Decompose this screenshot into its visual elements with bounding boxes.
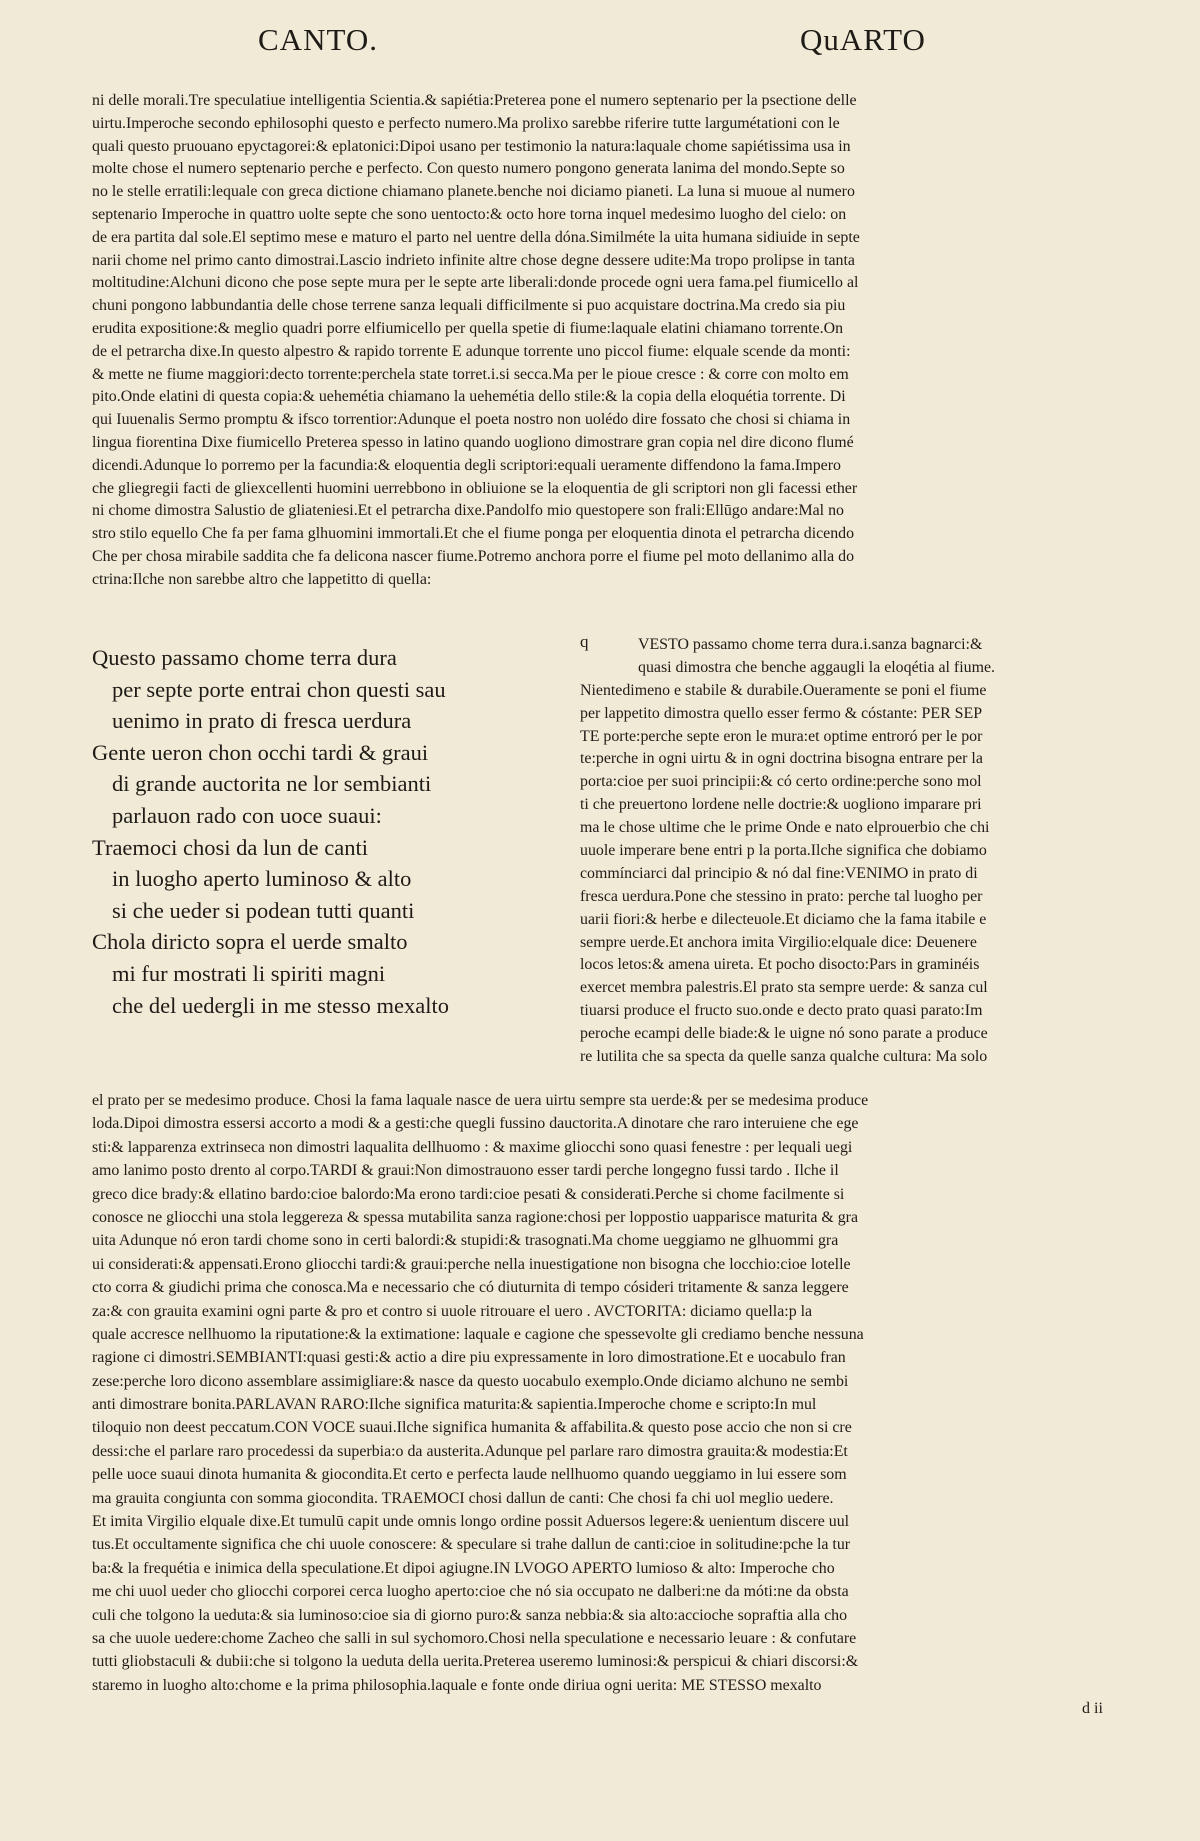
commentary-top-line: molte chose el numero septenario perche e perfecto. Con questo numero pongono generata lanima del mondo.Septe so [92, 160, 845, 178]
commentary-bottom-line: Et imita Virgilio elquale dixe.Et tumulū capit unde omnis longo ordine possit Aduersos legere:& uenientum discere uul [92, 1513, 850, 1531]
commentary-top-line: chuni pongono labbundantia delle chose terrene sanza lequali difficilmente si puo acquistare doctrina.Ma credo sia piu [92, 297, 846, 315]
commentary-bottom-line: zese:perche loro dicono assemblare assimigliare:& nasce da questo uocabulo exemplo.Onde diciamo alchuno ne sembi [92, 1372, 849, 1390]
commentary-top [92, 90, 1137, 592]
commentary-top-line: septenario Imperoche in quattro uolte septe che sono uentocto:& octo hore torna inquel medesimo luogho del cielo: on [92, 205, 847, 223]
commentary-top-line: uirtu.Imperoche secondo ephilosophi questo e perfecto numero.Ma prolixo sarebbe riferire tutte largumétationi con le [92, 114, 840, 132]
commentary-side-line: te:perche in ogni uirtu & in ogni doctrina bisogna entrare per la [580, 750, 983, 768]
commentary-bottom [92, 1089, 1152, 1697]
commentary-top-line: de era partita dal sole.El septimo mese e maturo el parto nel uentre della dóna.Similméte la uita humana sidiuide in septe [92, 228, 860, 246]
commentary-top-line: erudita expositione:& meglio quadri porre elfiumicello per quella spetie di fiume:laquale elatini chiamano torrente.On [92, 319, 844, 337]
commentary-top-line: ctrina:Ilche non sarebbe altro che lappetitto di quella: [92, 570, 432, 588]
verse-line: che del uedergli in me stesso mexalto [112, 992, 449, 1018]
verse-line: Chola diricto sopra el uerde smalto [92, 929, 408, 955]
commentary-side-line: uarii fiori:& herbe e dilecteuole.Et diciamo che la fama itabile e [580, 910, 987, 928]
commentary-top-line: pito.Onde elatini di questa copia:& uehemétia chiamano la uehemétia dello stile:& la copia della eloquétia torrente. Di [92, 388, 846, 406]
verse-line: Questo passamo chome terra dura [92, 645, 397, 670]
commentary-top-line: ni delle morali.Tre speculatiue intelligentia Scientia.& sapiétia:Preterea pone el numero septenario per la psectione delle [92, 92, 857, 109]
commentary-bottom-line: cto corra & giudichi prima che conosca.Ma e necessario che có diuturnita di tempo cósideri tritamente & sanza leggere [92, 1279, 849, 1297]
verse-block [92, 642, 532, 1021]
commentary-side-line: uuole imperare bene entri p la porta.Ilche significa che dobiamo [580, 842, 987, 860]
verse-line: Traemoci chosi da lun de canti [92, 834, 368, 860]
commentary-bottom-line: ragione ci dimostri.SEMBIANTI:quasi gesti:& actio a dire piu expressamente in loro dimostratione.Et e uocabulo fran [92, 1349, 846, 1367]
commentary-top-line: quali questo pruouano epyctagorei:& eplatonici:Dipoi usano per testimonio la natura:laquale chome sapiétissima usa in [92, 137, 851, 155]
commentary-bottom-line: culi che tolgono la ueduta:& sia luminoso:cioe sia di giorno puro:& sanza nebbia:& sia alto:accioche sopraftia alla cho [92, 1606, 848, 1624]
commentary-bottom-line: pelle uoce suaui dinota humanita & giocondita.Et certo e perfecta laude nellhuomo quando ueggiamo in lui essere som [92, 1466, 847, 1484]
commentary-top-line: ni chome dimostra Salustio de gliateniesi.Et el petrarcha dixe.Pandolfo mio questopere son frali:Ellūgo andare:Mal no [92, 502, 844, 520]
commentary-top-line: qui Iuuenalis Sermo promptu & ifsco torrentior:Adunque el poeta nostro non uolédo dire fossato che chosi si chiama in [92, 411, 851, 429]
commentary-bottom-line: uita Adunque nó eron tardi chome sono in certi balordi:& stupidi:& trasognati.Ma chome ueggiamo ne glhuommi gra [92, 1232, 839, 1250]
commentary-side-line: ti che preuertono lordene nelle doctrie:& uogliono imparare pri [580, 796, 982, 814]
commentary-top-line: che gliegregii facti de gliexcellenti huomini uerrebbono in obliuione se la eloquentia de gli scriptori non gli facessi ether [92, 479, 858, 497]
commentary-side-line: ma le chose ultime che le prime Onde e nato elprouerbio che chi [580, 819, 990, 837]
commentary-top-line: de el petrarcha dixe.In questo alpestro & rapido torrente E adunque torrente uno piccol fiume: elquale scende da monti: [92, 342, 851, 360]
running-head-left: CANTO. [258, 22, 378, 57]
commentary-side-line: quasi dimostra che benche aggaugli la eloqétia al fiume. [638, 658, 995, 676]
commentary-top-line: & mette ne fiume maggiori:decto torrente:perchela state torret.i.si secca.Ma per le pioue cresce : & corre con molto em [92, 365, 849, 383]
commentary-top-line: dicendi.Adunque lo porremo per la facundia:& eloquentia degli scriptori:equali ueramente diffendono la fama.Impero [92, 456, 841, 474]
commentary-bottom-line: greco dice brady:& ellatino bardo:cioe balordo:Ma erono tardi:cioe pesati & considerati.Perche si chome facilmente si [92, 1185, 845, 1203]
drop-cap: q [580, 632, 589, 651]
verse-line: parlauon rado con uoce suaui: [112, 802, 382, 828]
commentary-side-line: Nientedimeno e stabile & durabile.Oueramente se poni el fiume [580, 681, 987, 699]
commentary-bottom-line: sa che uuole uedere:chome Zacheo che salli in sul sychomoro.Chosi nella speculatione e necessario leuare : & confutare [92, 1629, 857, 1647]
commentary-bottom-line: staremo in luogho alto:chome e la prima philosophia.laquale e fonte onde diriua ogni uerita: ME STESSO mexalto [92, 1676, 822, 1694]
commentary-bottom-line: za:& con grauita examini ogni parte & pro et contro si uuole ritrouare el uero . AVCTORITA: diciamo quella:p la [92, 1302, 813, 1320]
commentary-bottom-line: amo lanimo posto drento al corpo.TARDI & graui:Non dimostrauono esser tardi perche longegno fussi tardo . Ilche il [92, 1162, 839, 1180]
verse-line: di grande auctorita ne lor sembianti [112, 771, 432, 797]
commentary-side-line: commínciarci dal principio & nó dal fine:VENIMO in prato di [580, 864, 978, 882]
commentary-bottom-line: ma grauita congiunta con somma giocondita. TRAEMOCI chosi dallun de canti: Che chosi fa chi uol meglio uedere. [92, 1489, 834, 1507]
commentary-bottom-line: dessi:che el parlare raro procedessi da superbia:o da austerita.Adunque pel parlare raro dimostra grauita:& modestia:Et [92, 1442, 848, 1460]
commentary-side-line: fresca uerdura.Pone che stessino in prato: perche tal luogho per [580, 887, 983, 905]
commentary-bottom-line: anti dimostrare bonita.PARLAVAN RARO:Ilche significa maturita:& sapientia.Imperoche chome e scripto:In mul [92, 1396, 817, 1414]
commentary-top-line: Che per chosa mirabile saddita che fa delicona nascer fiume.Potremo anchora porre el fiume pel moto dellanimo alla do [92, 547, 855, 565]
signature-mark: d ii [1082, 1700, 1103, 1717]
commentary-side-line: tiuarsi produce el fructo suo.onde e decto prato quasi parato:Im [580, 1002, 983, 1020]
commentary-top-line: lingua fiorentina Dixe fiumicello Preterea spesso in latino quando uogliono dimostrare gran copia nel dire dicono flumé [92, 433, 854, 451]
commentary-side-line: exercet membra palestris.El prato sta sempre uerde: & sanza cul [580, 979, 988, 997]
verse-line: Gente ueron chon occhi tardi & graui [92, 739, 429, 765]
commentary-bottom-line: tiloquio non deest peccatum.CON VOCE suaui.Ilche significa humanita & affabilita.& questo pose accio che non si cre [92, 1419, 852, 1437]
verse-line: mi fur mostrati li spiriti magni [112, 960, 386, 986]
commentary-bottom-line: tus.Et occultamente significa che chi uuole conoscere: & speculare si trahe dallun de canti:cioe in solitudine:pche la tur [92, 1536, 851, 1554]
commentary-side-line: sempre uerde.Et anchora imita Virgilio:elquale dice: Deuenere [580, 933, 977, 951]
commentary-top-line: stro stilo equello Che fa per fama glhuomini immortali.Et che el fiume ponga per eloquentia dinota el petrarcha dicendo [92, 525, 855, 543]
commentary-side-line: porta:cioe per suoi principii:& có certo ordine:perche sono mol [580, 773, 982, 791]
commentary-top-line: no le stelle erratili:lequale con greca dictione chiamano planete.benche noi diciamo pianeti. La luna si muoue al numero [92, 183, 855, 201]
verse-line: si che ueder si podean tutti quanti [112, 897, 415, 923]
commentary-side-line: VESTO passamo chome terra dura.i.sanza bagnarci:& [638, 636, 983, 653]
commentary-bottom-line: ba:& la frequétia e inimica della speculatione.Et dipoi agiugne.IN LVOGO APERTO lumioso & alto: Imperoche cho [92, 1559, 835, 1577]
commentary-side-line: TE porte:perche septe eron le mura:et optime entroró per le por [580, 727, 983, 745]
commentary-bottom-line: tutti gliobstaculi & dubii:che si tolgono la ueduta della uerita.Preterea useremo luminosi:& perspicui & chiari discorsi:& [92, 1653, 859, 1671]
commentary-top-line: narii chome nel primo canto dimostrai.Lascio indrieto infinite altre chose degne dessere udite:Ma tropo prolipse in tanta [92, 251, 855, 269]
verse-line: per septe porte entrai chon questi sau [112, 676, 446, 702]
commentary-bottom-line: el prato per se medesimo produce. Chosi la fama laquale nasce de uera uirtu sempre sta uerde:& per se medesima produce [92, 1092, 869, 1109]
commentary-bottom-line: ui considerati:& appensati.Erono gliocchi tardi:& graui:perche nella inuestigatione non bisogna che locchio:cioe lotelle [92, 1255, 851, 1273]
commentary-bottom-line: loda.Dipoi dimostra essersi accorto a modi & a gesti:che quegli fussino dauctorita.A dinotare che raro interuiene che ege [92, 1115, 859, 1133]
commentary-side-line: locos letos:& amena uireta. Et pocho disocto:Pars in graminéis [580, 956, 980, 974]
commentary-bottom-line: conosce ne gliocchi una stola leggereza & spessa mutabilita sanza ragione:chosi per loppostio uapparisce maturita & gra [92, 1208, 859, 1226]
commentary-bottom-line: sti:& lapparenza extrinseca non dimostri laqualita dellhuomo : & maxime gliocchi sono quasi fenestre : per lequali uegi [92, 1138, 853, 1156]
verse-line: in luogho aperto luminoso & alto [112, 866, 412, 892]
commentary-side-line: peroche ecampi delle biade:& le uigne nó sono parate a produce [580, 1025, 988, 1043]
commentary-bottom-line: me chi uuol ueder cho gliocchi corporei cerca luogho aperto:cioe che nó sia occupato ne dalberi:ne da móti:ne da obsta [92, 1583, 849, 1601]
running-head-right: QuARTO [800, 22, 926, 57]
verse-line: uenimo in prato di fresca uerdura [112, 708, 412, 734]
commentary-side-line: re lutilita che sa specta da quelle sanza qualche cultura: Ma solo [580, 1048, 988, 1066]
commentary-top-line: moltitudine:Alchuni dicono che pose septe mura per le septe arte liberali:donde procede ogni uera fama.pel fiumicello al [92, 274, 859, 292]
commentary-side [580, 634, 1140, 1069]
commentary-side-line: per lappetito dimostra quello esser fermo & cóstante: PER SEP [580, 704, 983, 722]
commentary-bottom-line: quale accresce nellhuomo la riputatione:& la extimatione: laquale e cagione che spessevolte gli crediamo benche nessuna [92, 1325, 864, 1343]
